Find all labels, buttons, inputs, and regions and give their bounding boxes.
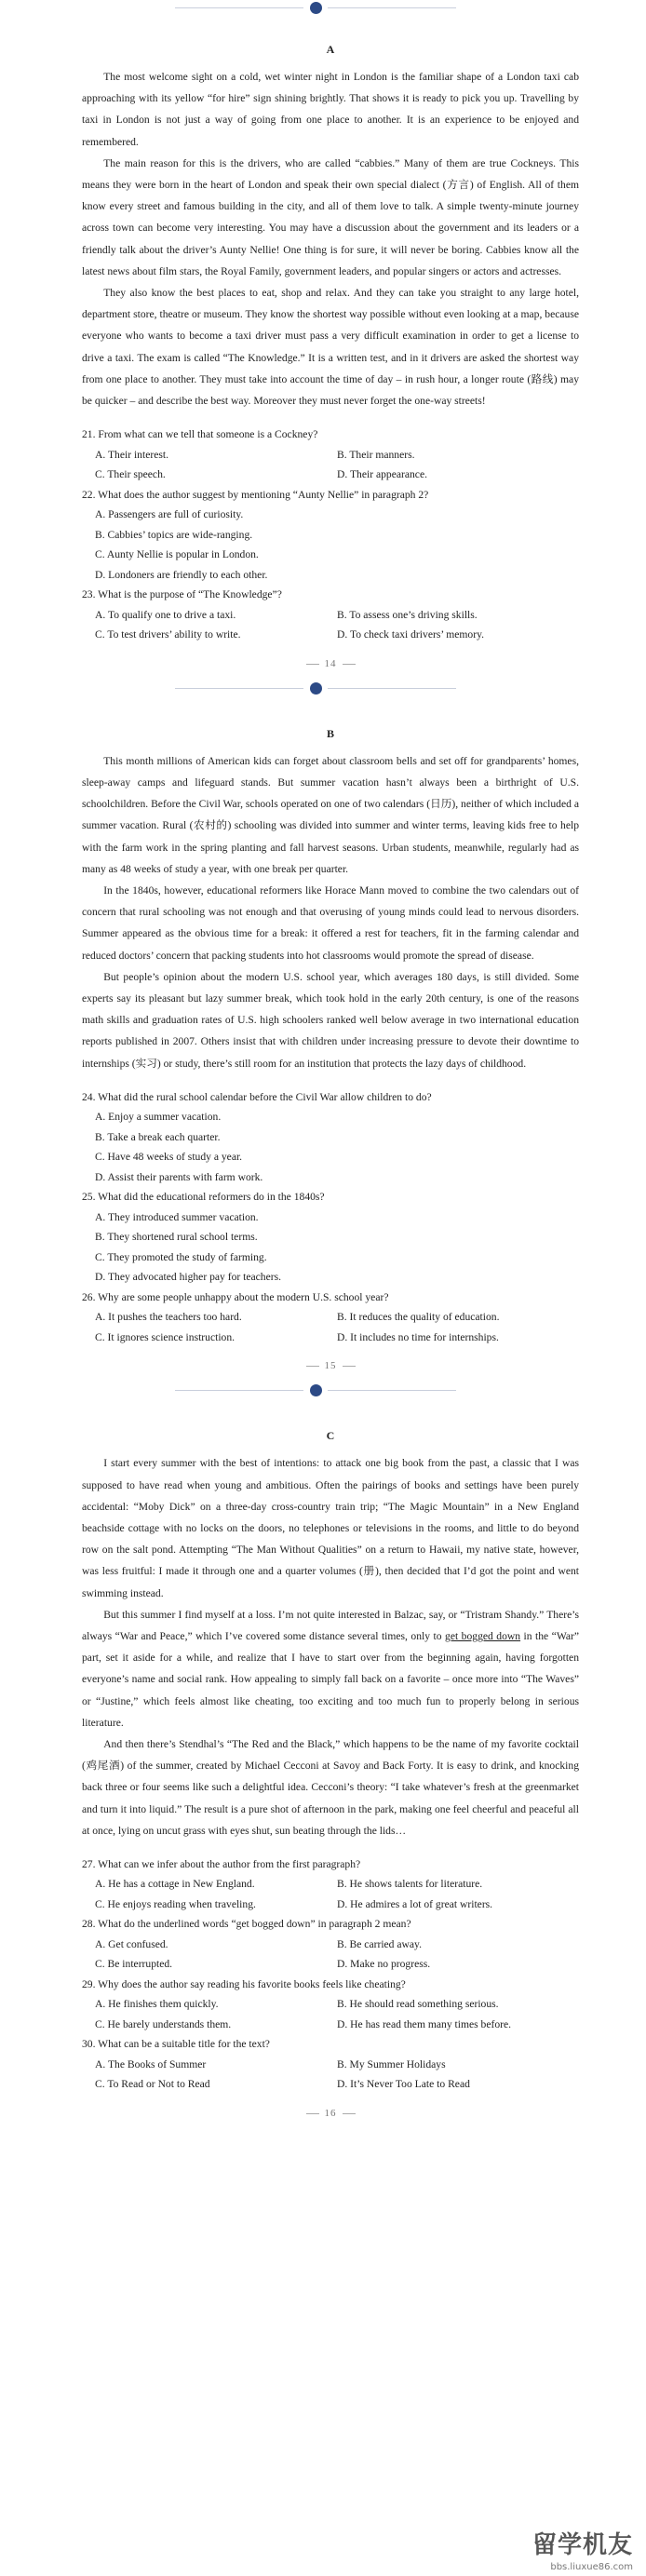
answer-option[interactable]: C. It ignores science instruction. [95,1330,236,1343]
answer-option[interactable]: B. They shortened rural school terms. [95,1231,258,1244]
answer-option[interactable]: A. He finishes them quickly. [95,1998,219,2011]
answer-option[interactable]: A. Enjoy a summer vacation. [95,1111,222,1124]
question-stem: 21. From what can we tell that someone is a Cockney? [82,428,318,441]
section-separator [0,1377,646,1405]
separator-line [328,1390,456,1391]
question-stem: 29. Why does the author say reading his favorite books feels like cheating? [82,1977,406,1990]
answer-option[interactable]: C. Their speech. [95,468,166,481]
question-stem: 27. What can we infer about the author from the first paragraph? [82,1857,361,1870]
question [82,1187,579,1288]
question-stem: 25. What did the educational reformers do in the 1840s? [82,1191,325,1204]
separator-line [175,1390,303,1391]
passage-paragraph: They also know the best places to eat, shop and relax. And they can take you straight to any large hotel, department store, theatre or museum. They know the shortest way possible without even looking at a map, because everyone who wants to become a taxi driver must pass a very difficult examination in order to get a license to drive a taxi. The exam is called “The Knowledge.” It is a written test, and in it drivers are asked the shortest way from one place to another. They must take into account the time of day – in rush hour, a longer route (路线) may be quicker – and describe the best way. Moreover they must never forget the one-way streets! [82,287,579,408]
passage-paragraph: I start every summer with the best of intentions: to attack one big book from the past, a classic that I was supposed to have read when young and ambitious. Often the pairings of books and settings have been purely accidental: “Moby Dick” on a three-day cross-country train trip; “The Magic Mountain” in a New England beachside cottage with no locks on the doors, no telephones or televisions in the rooms, and little to do beyond row on the salt pond. Attempting “The Man Without Qualities” on a return to Hawaii, my native state, however, was less fruitful: I made it through one and a quarter volumes (册), then decided that I’d got the point and went swimming instead. [82,1457,579,1599]
answer-option[interactable]: D. To check taxi drivers’ memory. [337,628,485,641]
question-stem: 26. Why are some people unhappy about the modern U.S. school year? [82,1290,389,1303]
answer-option[interactable]: D. It includes no time for internships. [337,1330,499,1343]
passage-paragraph: This month millions of American kids can forget about classroom bells and set off for grandparents’ homes, sleep-away camps and lifeguard stands. But summer vacation hasn’t always been a birthright of U.S. schoolchildren. Before the Civil War, schools operated on one of two calendars (日历), neither of which included a summer vacation. Rural (农村的) schooling was divided into summer and winter terms, leaving kids free to help with the farm work in the spring planting and fall harvest seasons. Urban students, meanwhile, regularly had as many as 48 weeks of study a year, with one break per quarter. [82,754,579,875]
site-watermark [490,2526,639,2574]
passage-paragraph: But people’s opinion about the modern U.S. school year, which averages 180 days, is still divided. Some experts say its pleasant but lazy summer break, which took hold in the early 20th century, is one of the reasons math skills and graduation rates of U.S. high schoolers ranked well below average in two international education reports published in 2007. Others insist that with children under increasing pressure to devote their downtime to internships (实习) or study, there’s still room for an institution that protects the lazy days of childhood. [82,970,579,1070]
passage-paragraph: In the 1840s, however, educational reformers like Horace Mann moved to combine the two calendars out of concern that rural schooling was not enough and that overusing of young minds could lead to nervous disorders. Summer appeared as the obvious time for a break: it offered a rest for teachers, fit in the farming calendar and reduced doctors’ concern that packing students into hot classrooms would promote the spread of disease. [82,883,579,962]
passage-label: B [326,726,334,740]
passage-paragraph: The most welcome sight on a cold, wet winter night in London is the familiar shape of a London taxi cab approaching with its yellow “for hire” sign shining brightly. That shows it is ready to pick you up. Travelling by taxi in London is not just a way of going from one place to another. It is an experience to be enjoyed and remembered. [82,71,579,148]
answer-options [82,1107,579,1187]
passage-paragraph: And then there’s Stendhal’s “The Red and the Black,” which happens to be the name of my favorite cocktail (鸡尾酒) of the summer, created by Michael Cecconi at Savoy and Back Forty. It is easy to drink, and knocking back three or four seems like such a delightful idea. Cecconi’s theory: “I take whatever’s fresh at the greenmarket and turn it into liquid.” The result is a pure shot of afternoon in the park, making one feel cheerful and peaceful all at once, lying on uncut grass with eyes shut, sun beating through the lids… [82,1737,579,1837]
answer-options [82,1935,579,1975]
question [82,1854,579,1915]
page-number-text: 15 [324,1360,337,1372]
page-number [82,658,579,669]
answer-option[interactable]: D. It’s Never Too Late to Read [337,2078,470,2091]
answer-option[interactable]: B. Their manners. [337,448,415,461]
question [82,2034,579,2095]
answer-option[interactable]: A. It pushes the teachers too hard. [95,1311,242,1324]
answer-option[interactable]: C. Have 48 weeks of study a year. [95,1151,243,1164]
answer-options [82,1207,579,1288]
question-list [82,1854,579,2095]
question-stem: 28. What do the underlined words “get bogged down” in paragraph 2 mean? [82,1918,411,1931]
answer-option[interactable]: B. He should read something serious. [337,1998,499,2011]
question [82,1975,579,2035]
answer-options [82,445,579,485]
answer-option[interactable]: B. Take a break each quarter. [95,1130,221,1143]
page-number-text: 16 [324,2107,337,2119]
answer-options [82,1307,579,1347]
separator-line [328,688,456,689]
paragraph-text: in the “War” part, set it aside for a while, and realize that I have to start over from the beginning again, having forgotten everyone’s name and social rank. How appealing to simply fall back on a favorite – once more into “The Waves” or “Justine,” which feels almost like cheating, too exciting and too much fun to properly belong in serious literature. [82,1629,579,1729]
answer-option[interactable]: D. Assist their parents with farm work. [95,1170,263,1183]
question [82,1087,579,1188]
answer-option[interactable]: C. To test drivers’ ability to write. [95,628,241,641]
passage-label: A [326,43,335,56]
separator-dot [310,1384,322,1396]
answer-option[interactable]: B. To assess one’s driving skills. [337,608,478,621]
question-stem: 24. What did the rural school calendar before the Civil War allow children to do? [82,1090,432,1103]
passage-a-section [0,20,646,669]
answer-option[interactable]: B. He shows talents for literature. [337,1878,483,1891]
passage-c-section [0,1405,646,2119]
separator-dot [310,682,322,695]
separator-line [175,688,303,689]
answer-option[interactable]: D. He admires a lot of great writers. [337,1897,493,1910]
passage-paragraph: The main reason for this is the drivers, who are called “cabbies.” Many of them are true Cockneys. This means they were born in the heart of London and speak their own special dialect (方言) of English. All of them know every street and famous building in the city, and all of them love to talk. A simple twenty-minute journey across town can become very interesting. You may have a discussion about the government and its leaders or a friendly talk about the driver’s Aunty Nellie! One thing is for sure, it will never be boring. Cabbies know all the latest news about film stars, the Royal Family, government leaders, and popular singers or actors and actresses. [82,156,579,277]
answer-option[interactable]: B. My Summer Holidays [337,2057,446,2070]
passage-paragraph [82,1604,579,1733]
answer-options [82,1874,579,1914]
paragraph-text: But this summer I find myself at a loss. I’m not quite interested in Balzac, say, or “Tristram Shandy.” There’s always “War and Peace,” which I’ve covered some distance several times, only to [82,1608,579,1642]
passage-label: C [326,1429,335,1443]
answer-option[interactable]: B. It reduces the quality of education. [337,1311,500,1324]
answer-options [82,1994,579,2034]
answer-option[interactable]: B. Be carried away. [337,1937,422,1950]
answer-option[interactable]: D. Their appearance. [337,468,427,481]
answer-option[interactable]: C. To Read or Not to Read [95,2078,210,2091]
question-list [82,1087,579,1348]
answer-options [82,2055,579,2095]
underlined-phrase: get bogged down [445,1629,521,1642]
question-stem: 23. What is the purpose of “The Knowledge”? [82,588,282,601]
answer-option[interactable]: C. He enjoys reading when traveling. [95,1897,256,1910]
answer-options [82,505,579,585]
page-number [82,2108,579,2119]
question-stem: 30. What can be a suitable title for the text? [82,2038,270,2051]
answer-option[interactable]: D. Make no progress. [337,1958,431,1971]
question [82,585,579,645]
question [82,425,579,485]
section-separator [0,675,646,703]
answer-option[interactable]: B. Cabbies’ topics are wide-ranging. [95,528,253,541]
answer-option[interactable]: A. Their interest. [95,448,168,461]
question-list [82,425,579,645]
top-separator [0,0,646,20]
separator-dot [310,2,322,14]
question [82,485,579,586]
answer-option[interactable]: D. He has read them many times before. [337,2017,512,2030]
watermark-url: bbs.liuxue86.com [550,2562,633,2572]
answer-option[interactable]: C. They promoted the study of farming. [95,1250,267,1263]
question-stem: 22. What does the author suggest by mentioning “Aunty Nellie” in paragraph 2? [82,488,429,501]
answer-option[interactable]: D. They advocated higher pay for teachers. [95,1271,282,1284]
answer-option[interactable]: A. He has a cottage in New England. [95,1878,255,1891]
answer-options [82,605,579,645]
passage-b-section [0,703,646,1372]
answer-option[interactable]: C. He barely understands them. [95,2017,232,2030]
watermark-logo-text: 留学机友 [532,2531,633,2559]
question [82,1914,579,1975]
answer-option[interactable]: A. Passengers are full of curiosity. [95,508,244,521]
answer-option[interactable]: C. Aunty Nellie is popular in London. [95,548,259,561]
answer-option[interactable]: A. To qualify one to drive a taxi. [95,608,236,621]
answer-option[interactable]: A. Get confused. [95,1937,168,1950]
separator-line [175,7,303,8]
answer-option[interactable]: D. Londoners are friendly to each other. [95,568,268,581]
answer-option[interactable]: A. They introduced summer vacation. [95,1210,259,1223]
page-number [82,1360,579,1371]
question [82,1288,579,1348]
separator-line [328,7,456,8]
answer-option[interactable]: A. The Books of Summer [95,2057,207,2070]
page-number-text: 14 [324,657,337,669]
answer-option[interactable]: C. Be interrupted. [95,1958,173,1971]
